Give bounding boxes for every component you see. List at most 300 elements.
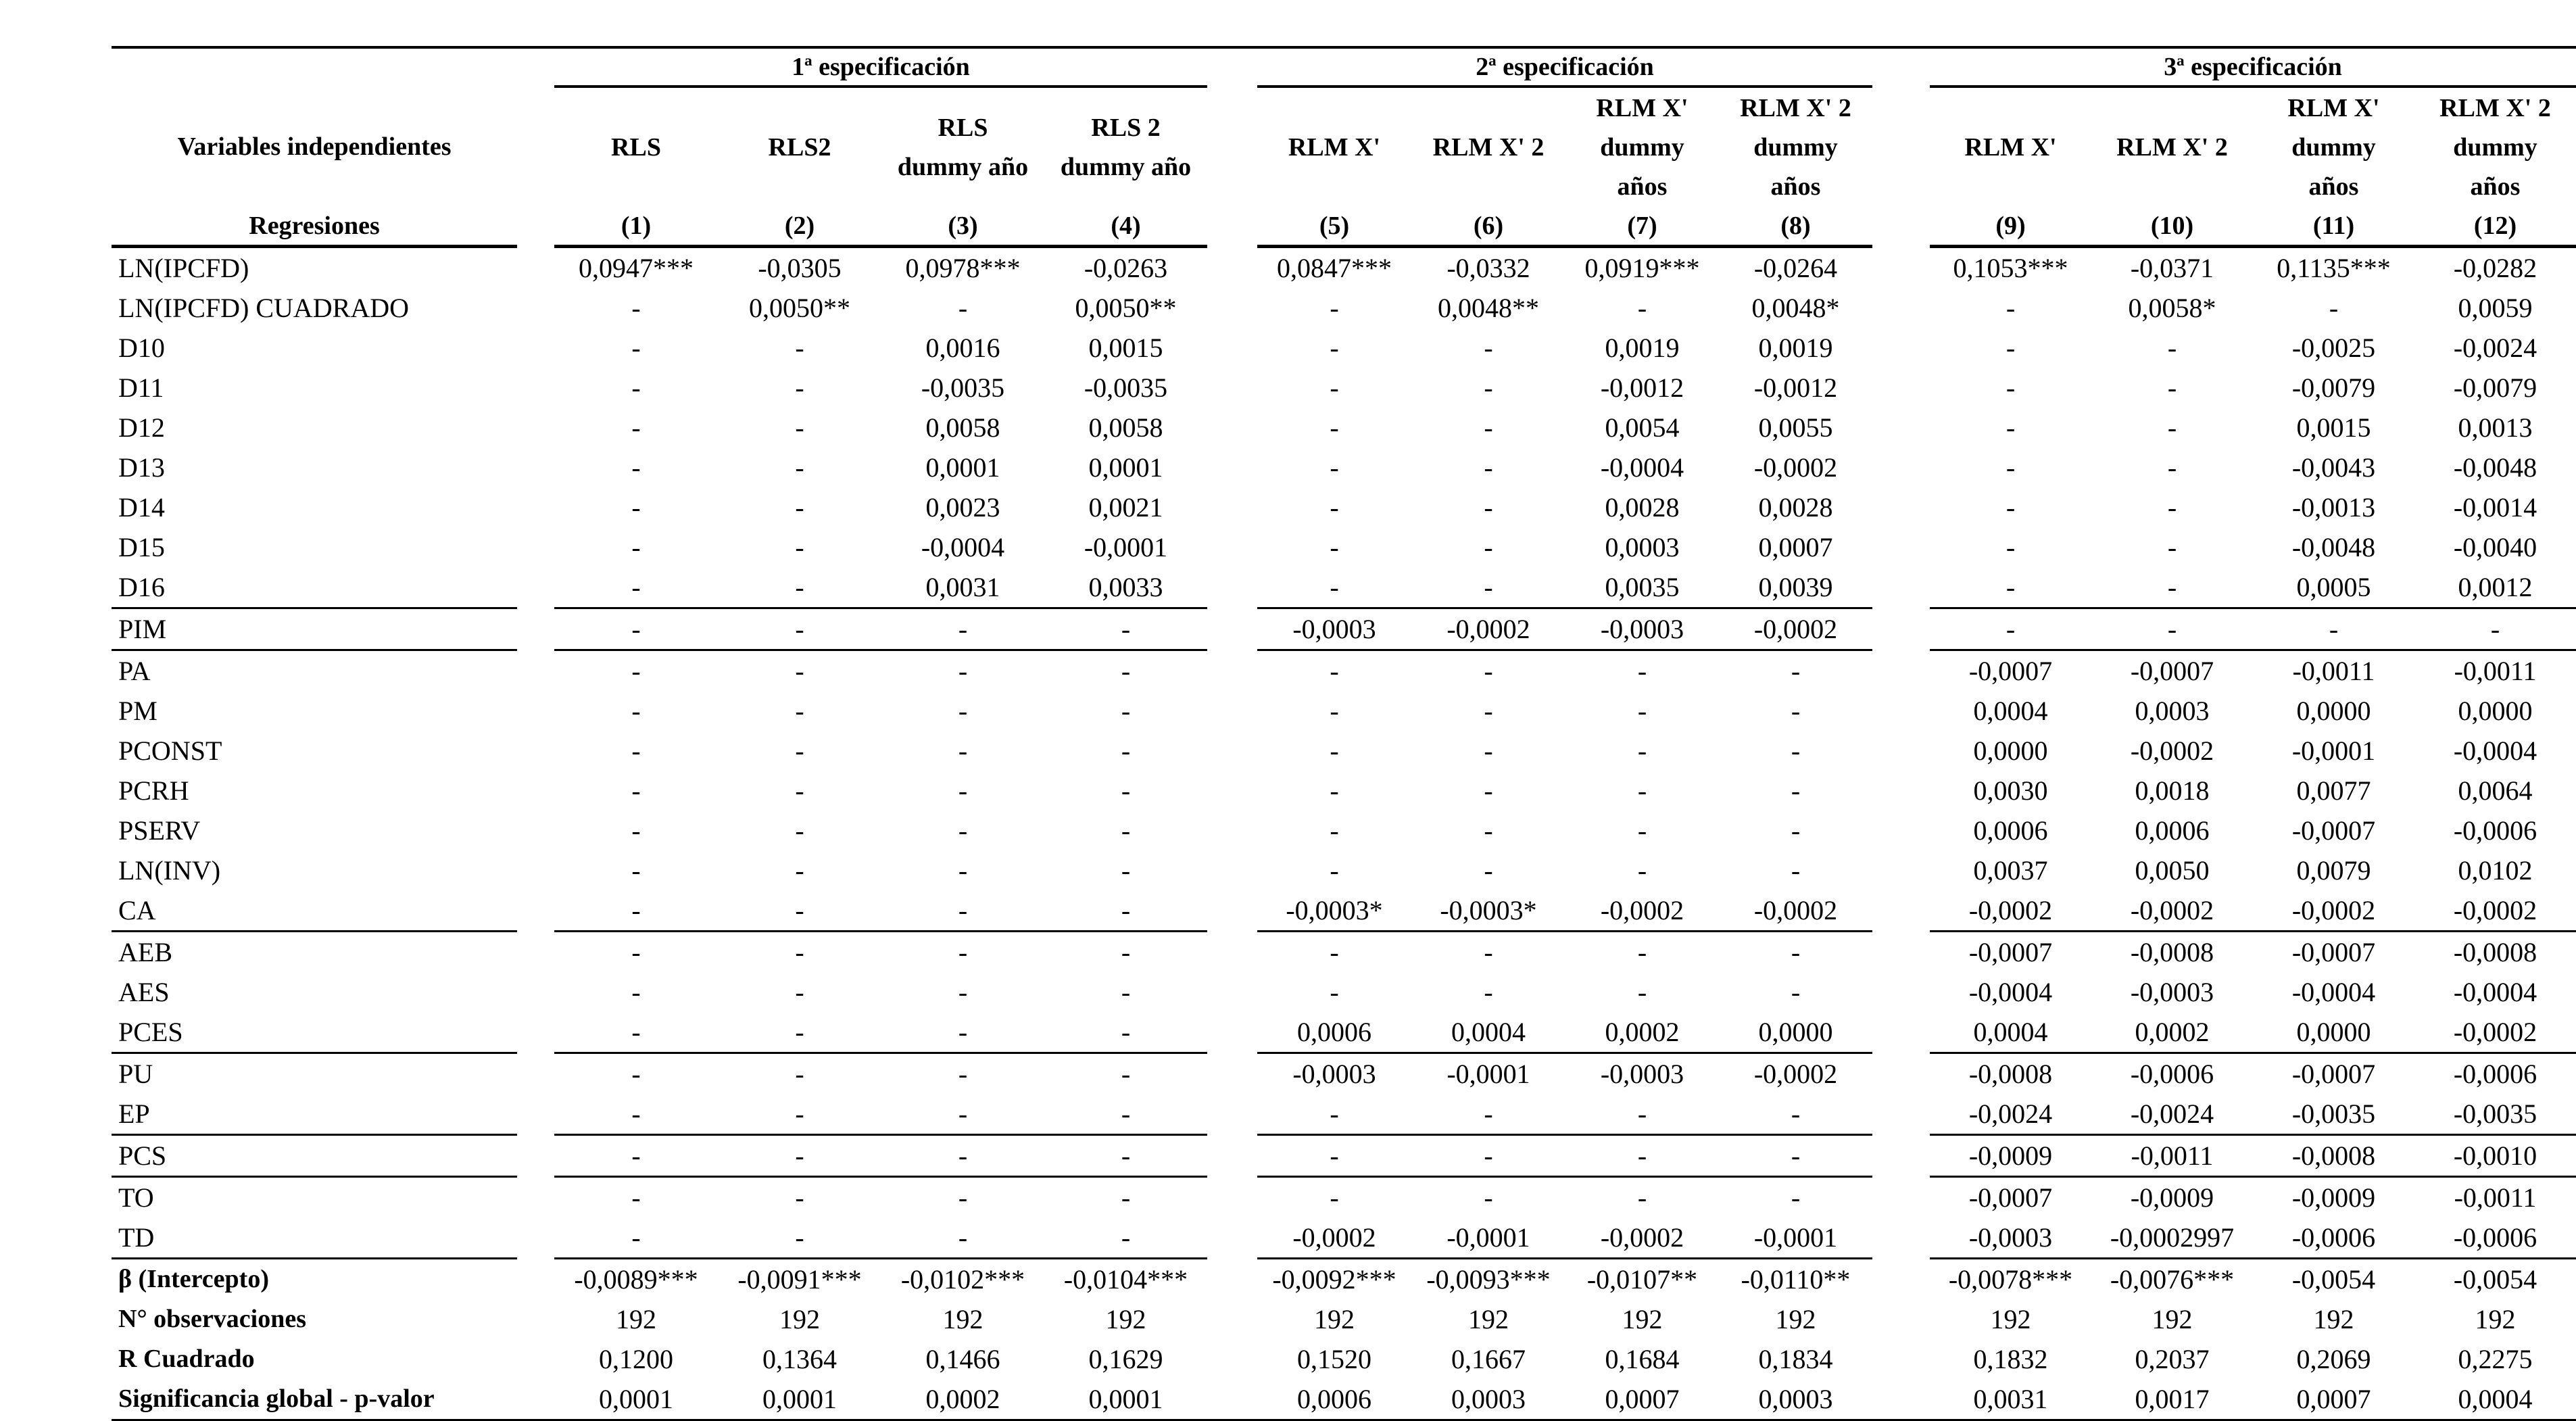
coefficient-cell: 0,0000	[1973, 736, 2048, 766]
table-row	[112, 328, 2576, 368]
table-row	[112, 368, 2576, 408]
coefficient-cell: 0,0919***	[1584, 253, 1700, 283]
coefficient-cell: -0,0008	[2453, 937, 2537, 967]
model-header: RLM X'	[1288, 133, 1381, 162]
coefficient-cell: -	[718, 1218, 881, 1259]
coefficient-cell: -	[1484, 736, 1493, 766]
coefficient-cell: -	[1484, 775, 1493, 806]
coefficient-cell: -	[718, 567, 881, 608]
column-gap	[1207, 850, 1257, 890]
coefficient-cell: -0,0002997	[2091, 1218, 2253, 1259]
coefficient-cell: -	[2414, 608, 2576, 650]
coefficient-cell: -0,0104***	[1063, 1264, 1188, 1295]
coefficient-cell: -0,0009	[1930, 1135, 2091, 1177]
coefficient-cell: -0,0008	[1968, 1059, 2053, 1089]
row-label: LN(INV)	[118, 855, 221, 886]
coefficient-cell: -	[2006, 333, 2016, 363]
column-gap	[517, 1094, 554, 1135]
column-gap	[1207, 247, 1257, 289]
coefficient-cell: -0,0007	[1968, 656, 2053, 686]
coefficient-cell: -	[1484, 696, 1493, 726]
coefficient-cell: -	[1121, 696, 1131, 726]
column-gap	[1207, 368, 1257, 408]
column-gap	[1872, 328, 1930, 368]
coefficient-cell: -0,0009	[2130, 1182, 2214, 1213]
coefficient-cell: -	[2167, 412, 2177, 443]
column-gap	[517, 1053, 554, 1094]
coefficient-cell: -0,0010	[2414, 1135, 2576, 1177]
coefficient-cell: -0,0003	[1292, 1059, 1376, 1089]
coefficient-cell: 192	[1314, 1304, 1355, 1334]
coefficient-cell: -0,0013	[2291, 492, 2376, 523]
coefficient-cell: 0,0039	[1719, 567, 1872, 608]
column-gap	[1872, 1299, 1930, 1339]
coefficient-cell: -	[1330, 492, 1339, 523]
coefficient-cell: -	[1484, 1182, 1493, 1213]
coefficient-cell: -	[631, 452, 641, 483]
coefficient-cell: -	[554, 1218, 718, 1259]
column-gap	[1207, 972, 1257, 1012]
coefficient-cell: 0,0058	[925, 412, 1000, 443]
column-gap	[517, 527, 554, 567]
regression-number: (3)	[881, 207, 1044, 247]
coefficient-cell: -	[1330, 293, 1339, 323]
coefficient-cell: 0,0035	[1565, 567, 1719, 608]
coefficient-cell: -	[1044, 1094, 1207, 1135]
coefficient-cell: -0,0007	[2130, 656, 2214, 686]
model-header: RLM X' 2 dummy años	[1740, 94, 1851, 201]
regression-number: (6)	[1411, 207, 1565, 247]
coefficient-cell: -	[1637, 775, 1647, 806]
coefficient-cell: 0,0001	[1044, 1379, 1207, 1420]
coefficient-cell: 0,0037	[1973, 855, 2048, 886]
coefficient-cell: -	[1484, 452, 1493, 483]
coefficient-cell: -	[881, 1218, 1044, 1259]
coefficient-cell: -	[1330, 815, 1339, 846]
coefficient-cell: -	[1330, 532, 1339, 562]
coefficient-cell: -0,0003	[1257, 608, 1411, 650]
coefficient-cell: -	[1121, 855, 1131, 886]
coefficient-cell: -0,0011	[2091, 1135, 2253, 1177]
coefficient-cell: 0,0033	[1044, 567, 1207, 608]
coefficient-cell: -	[2006, 412, 2016, 443]
row-label: PA	[118, 656, 151, 686]
coefficient-cell: -	[718, 608, 881, 650]
column-gap	[1207, 731, 1257, 771]
table-row	[112, 972, 2576, 1012]
coefficient-cell: -0,0014	[2453, 492, 2537, 523]
coefficient-cell: 0,0059	[2458, 293, 2533, 323]
model-header: RLS2	[768, 133, 831, 162]
coefficient-cell: 0,0007	[1758, 532, 1833, 562]
coefficient-cell: 0,0003	[1411, 1379, 1565, 1420]
coefficient-cell: 0,0006	[1973, 815, 2048, 846]
coefficient-cell: -0,0007	[2291, 815, 2376, 846]
model-header-row	[112, 87, 2576, 207]
variables-header: Variables independientes	[177, 133, 452, 161]
column-gap	[1872, 1379, 1930, 1420]
column-gap	[517, 567, 554, 608]
coefficient-cell: 0,0079	[2296, 855, 2371, 886]
row-label: TD	[112, 1218, 517, 1259]
coefficient-cell: -	[1484, 937, 1493, 967]
coefficient-cell: -	[1930, 608, 2091, 650]
coefficient-cell: -	[881, 1135, 1044, 1177]
coefficient-cell: -	[554, 1094, 718, 1135]
table-row	[112, 1379, 2576, 1420]
column-gap	[517, 972, 554, 1012]
coefficient-cell: -	[554, 567, 718, 608]
coefficient-cell: -0,0003	[1600, 1059, 1684, 1089]
coefficient-cell: -0,0092***	[1272, 1264, 1396, 1295]
column-gap	[1207, 328, 1257, 368]
coefficient-cell: -	[958, 1059, 968, 1089]
regression-number: (9)	[1930, 207, 2091, 247]
row-label: AES	[118, 977, 170, 1007]
row-label: N° observaciones	[118, 1305, 307, 1333]
coefficient-cell: -	[1121, 775, 1131, 806]
table-row	[112, 408, 2576, 448]
coefficient-cell: -0,0110**	[1741, 1264, 1851, 1295]
regression-number-row	[112, 207, 2576, 247]
column-gap	[1207, 608, 1257, 650]
column-gap	[1207, 650, 1257, 692]
table-row	[112, 247, 2576, 289]
coefficient-cell: 0,0013	[2458, 412, 2533, 443]
coefficient-cell: -0,0003*	[1411, 890, 1565, 932]
coefficient-cell: 0,1135***	[2277, 253, 2391, 283]
column-gap	[517, 487, 554, 527]
spec-3-header: 3ª especificación	[1930, 49, 2576, 87]
row-label: PM	[118, 696, 157, 726]
coefficient-cell: -	[958, 775, 968, 806]
coefficient-cell: -0,0003*	[1257, 890, 1411, 932]
coefficient-cell: -0,0012	[1753, 372, 1838, 403]
coefficient-cell: 0,0004	[1930, 1012, 2091, 1053]
table-row	[112, 288, 2576, 328]
coefficient-cell: -	[631, 696, 641, 726]
column-gap	[1207, 1299, 1257, 1339]
coefficient-cell: 0,0031	[1930, 1379, 2091, 1420]
row-label: D15	[118, 532, 165, 562]
table-row	[112, 1135, 2576, 1177]
coefficient-cell: -	[2167, 492, 2177, 523]
coefficient-cell: -	[631, 815, 641, 846]
coefficient-cell: 0,1684	[1605, 1344, 1680, 1374]
coefficient-cell: -0,0002	[1753, 452, 1838, 483]
model-header: RLM X' 2 dummy años	[2439, 94, 2551, 201]
column-gap	[1872, 247, 1930, 289]
coefficient-cell: -	[795, 1059, 804, 1089]
coefficient-cell: -	[1484, 532, 1493, 562]
regression-number: (4)	[1044, 207, 1207, 247]
coefficient-cell: -	[1565, 1094, 1719, 1135]
table-row	[112, 811, 2576, 850]
coefficient-cell: 0,0018	[2135, 775, 2210, 806]
coefficient-cell: 0,0012	[2414, 567, 2576, 608]
coefficient-cell: -0,0002	[1753, 1059, 1838, 1089]
column-gap	[1207, 932, 1257, 973]
coefficient-cell: -	[1791, 977, 1801, 1007]
coefficient-cell: -	[631, 532, 641, 562]
coefficient-cell: -	[1637, 977, 1647, 1007]
coefficient-cell: -	[958, 293, 968, 323]
coefficient-cell: -	[1719, 1135, 1872, 1177]
model-header: RLM X' 2	[1432, 133, 1545, 162]
coefficient-cell: -	[1930, 567, 2091, 608]
column-gap	[1207, 1339, 1257, 1379]
coefficient-cell: -0,0048	[2291, 532, 2376, 562]
coefficient-cell: -	[1411, 567, 1565, 608]
row-label: PCRH	[118, 775, 189, 806]
coefficient-cell: 0,1834	[1758, 1344, 1833, 1374]
coefficient-cell: -	[1330, 333, 1339, 363]
coefficient-cell: 0,0019	[1758, 333, 1833, 363]
coefficient-cell: -0,0002	[1257, 1218, 1411, 1259]
coefficient-cell: -	[1791, 696, 1801, 726]
coefficient-cell: -	[2167, 333, 2177, 363]
spec-2-header: 2ª especificación	[1257, 49, 1872, 87]
column-gap	[517, 448, 554, 487]
coefficient-cell: 192	[1105, 1304, 1146, 1334]
coefficient-cell: -	[631, 775, 641, 806]
coefficient-cell: 0,0006	[2135, 815, 2210, 846]
coefficient-cell: -	[1637, 696, 1647, 726]
regression-number: (1)	[554, 207, 718, 247]
row-label: D16	[112, 567, 517, 608]
coefficient-cell: -0,0003	[1930, 1218, 2091, 1259]
row-label: LN(IPCFD)	[118, 253, 249, 283]
coefficient-cell: -	[1330, 1182, 1339, 1213]
coefficient-cell: -	[1637, 855, 1647, 886]
coefficient-cell: -	[631, 937, 641, 967]
coefficient-cell: 192	[2152, 1304, 2193, 1334]
regression-number: (5)	[1257, 207, 1411, 247]
column-gap	[517, 247, 554, 289]
coefficient-cell: 0,0002	[881, 1379, 1044, 1420]
coefficient-cell: 0,0006	[1257, 1379, 1411, 1420]
coefficient-cell: 0,0007	[1565, 1379, 1719, 1420]
column-gap	[1872, 1094, 1930, 1135]
coefficient-cell: -0,0004	[2291, 977, 2376, 1007]
column-gap	[517, 408, 554, 448]
coefficient-cell: -0,0008	[2253, 1135, 2414, 1177]
column-gap	[1872, 1259, 1930, 1300]
coefficient-cell: -	[1330, 656, 1339, 686]
coefficient-cell: -	[795, 977, 804, 1007]
coefficient-cell: -	[1121, 815, 1131, 846]
row-label: PCS	[112, 1135, 517, 1177]
column-gap	[1872, 487, 1930, 527]
table-row	[112, 1094, 2576, 1135]
coefficient-cell: -0,0371	[2130, 253, 2214, 283]
coefficient-cell: -	[1044, 890, 1207, 932]
table-row	[112, 1053, 2576, 1094]
table-row	[112, 890, 2576, 932]
coefficient-cell: -	[2006, 293, 2016, 323]
coefficient-cell: 0,0003	[2135, 696, 2210, 726]
coefficient-cell: -	[1791, 656, 1801, 686]
column-gap	[517, 932, 554, 973]
coefficient-cell: -0,0003	[1565, 608, 1719, 650]
column-gap	[517, 771, 554, 811]
column-gap	[1207, 527, 1257, 567]
coefficient-cell: -0,0011	[2454, 1182, 2537, 1213]
column-gap	[1207, 288, 1257, 328]
coefficient-cell: -0,0054	[2453, 1264, 2537, 1295]
column-gap	[1207, 448, 1257, 487]
column-gap	[517, 731, 554, 771]
coefficient-cell: -	[1330, 977, 1339, 1007]
coefficient-cell: 0,0000	[2458, 696, 2533, 726]
model-header: RLM X' 2	[2116, 133, 2228, 162]
coefficient-cell: -	[2091, 567, 2253, 608]
column-gap	[1872, 650, 1930, 692]
coefficient-cell: -	[795, 492, 804, 523]
coefficient-cell: -	[1791, 855, 1801, 886]
row-label: CA	[112, 890, 517, 932]
coefficient-cell: -	[795, 696, 804, 726]
regression-number: (7)	[1565, 207, 1719, 247]
coefficient-cell: 0,0001	[718, 1379, 881, 1420]
coefficient-cell: -	[1330, 412, 1339, 443]
column-gap	[517, 1177, 554, 1218]
coefficient-cell: -0,0102***	[900, 1264, 1025, 1295]
coefficient-cell: -0,0001	[1719, 1218, 1872, 1259]
coefficient-cell: 0,1520	[1297, 1344, 1371, 1374]
table-row	[112, 527, 2576, 567]
coefficient-cell: -0,0305	[758, 253, 842, 283]
column-gap	[1872, 731, 1930, 771]
row-label: AEB	[118, 937, 172, 967]
coefficient-cell: -	[958, 855, 968, 886]
coefficient-cell: 0,0016	[925, 333, 1000, 363]
column-gap	[1207, 1177, 1257, 1218]
coefficient-cell: -	[1330, 736, 1339, 766]
coefficient-cell: 0,0003	[1605, 532, 1680, 562]
coefficient-cell: -0,0006	[2453, 815, 2537, 846]
coefficient-cell: 0,0005	[2253, 567, 2414, 608]
row-label: PIM	[112, 608, 517, 650]
coefficient-cell: 0,0000	[2253, 1012, 2414, 1053]
coefficient-cell: -0,0011	[2292, 656, 2375, 686]
coefficient-cell: -0,0011	[2454, 656, 2537, 686]
coefficient-cell: 0,0021	[1088, 492, 1163, 523]
coefficient-cell: -0,0043	[2291, 452, 2376, 483]
coefficient-cell: -	[718, 1094, 881, 1135]
column-gap	[1872, 890, 1930, 932]
coefficient-cell: 0,0000	[2296, 696, 2371, 726]
coefficient-cell: -	[1637, 656, 1647, 686]
column-gap	[1207, 811, 1257, 850]
coefficient-cell: -0,0002	[1411, 608, 1565, 650]
coefficient-cell: 192	[2475, 1304, 2516, 1334]
coefficient-cell: 192	[1775, 1304, 1816, 1334]
coefficient-cell: -	[631, 1182, 641, 1213]
coefficient-cell: 0,0064	[2458, 775, 2533, 806]
table-row	[112, 608, 2576, 650]
column-gap	[1207, 771, 1257, 811]
regressions-header: Regresiones	[112, 207, 517, 247]
coefficient-cell: -	[1330, 937, 1339, 967]
coefficient-cell: -	[2167, 452, 2177, 483]
coefficient-cell: -0,0004	[1600, 452, 1684, 483]
coefficient-cell: -0,0025	[2291, 333, 2376, 363]
coefficient-cell: 0,2037	[2135, 1344, 2210, 1374]
coefficient-cell: -	[1484, 815, 1493, 846]
coefficient-cell: -0,0004	[921, 532, 1005, 562]
column-gap	[1872, 1177, 1930, 1218]
table-row	[112, 691, 2576, 731]
coefficient-cell: -	[958, 1182, 968, 1213]
coefficient-cell: 0,0947***	[579, 253, 694, 283]
coefficient-cell: -	[1565, 1135, 1719, 1177]
coefficient-cell: -	[1484, 333, 1493, 363]
coefficient-cell: -	[1121, 1059, 1131, 1089]
coefficient-cell: -	[795, 372, 804, 403]
coefficient-cell: -	[958, 736, 968, 766]
coefficient-cell: -	[631, 412, 641, 443]
coefficient-cell: -	[1791, 937, 1801, 967]
coefficient-cell: -0,0024	[2453, 333, 2537, 363]
coefficient-cell: -	[795, 412, 804, 443]
coefficient-cell: -	[1044, 608, 1207, 650]
coefficient-cell: -0,0002	[1565, 1218, 1719, 1259]
coefficient-cell: 0,0006	[1257, 1012, 1411, 1053]
spec-1-header: 1ª especificación	[554, 49, 1207, 87]
table-row	[112, 932, 2576, 973]
coefficient-cell: -	[2167, 372, 2177, 403]
column-gap	[517, 1339, 554, 1379]
coefficient-cell: -	[2006, 532, 2016, 562]
coefficient-cell: -	[795, 937, 804, 967]
coefficient-cell: 0,0058	[1088, 412, 1163, 443]
coefficient-cell: -	[795, 532, 804, 562]
coefficient-cell: -	[2006, 372, 2016, 403]
coefficient-cell: -	[631, 372, 641, 403]
row-label: TO	[118, 1182, 154, 1213]
coefficient-cell: -	[1791, 1182, 1801, 1213]
column-gap	[517, 850, 554, 890]
coefficient-cell: -	[1637, 293, 1647, 323]
coefficient-cell: -0,0004	[2453, 736, 2537, 766]
coefficient-cell: -	[795, 855, 804, 886]
coefficient-cell: -0,0002	[1565, 890, 1719, 932]
column-gap	[517, 1012, 554, 1053]
coefficient-cell: -	[795, 775, 804, 806]
column-gap	[1872, 771, 1930, 811]
coefficient-cell: -0,0001	[1411, 1218, 1565, 1259]
column-gap	[1207, 1094, 1257, 1135]
coefficient-cell: -0,0048	[2453, 452, 2537, 483]
coefficient-cell: -	[795, 452, 804, 483]
coefficient-cell: -0,0264	[1753, 253, 1838, 283]
coefficient-cell: -0,0006	[2130, 1059, 2214, 1089]
column-gap	[517, 811, 554, 850]
coefficient-cell: -	[631, 492, 641, 523]
coefficient-cell: -0,0002	[1930, 890, 2091, 932]
coefficient-cell: 0,0050**	[749, 293, 850, 323]
row-label: D11	[118, 372, 164, 403]
coefficient-cell: -	[2329, 293, 2339, 323]
coefficient-cell: 0,0004	[1411, 1012, 1565, 1053]
coefficient-cell: -	[1411, 1094, 1565, 1135]
coefficient-cell: -	[631, 293, 641, 323]
table-row	[112, 1218, 2576, 1259]
coefficient-cell: 0,1200	[599, 1344, 673, 1374]
coefficient-cell: -0,0007	[1968, 1182, 2053, 1213]
coefficient-cell: -0,0004	[2453, 977, 2537, 1007]
